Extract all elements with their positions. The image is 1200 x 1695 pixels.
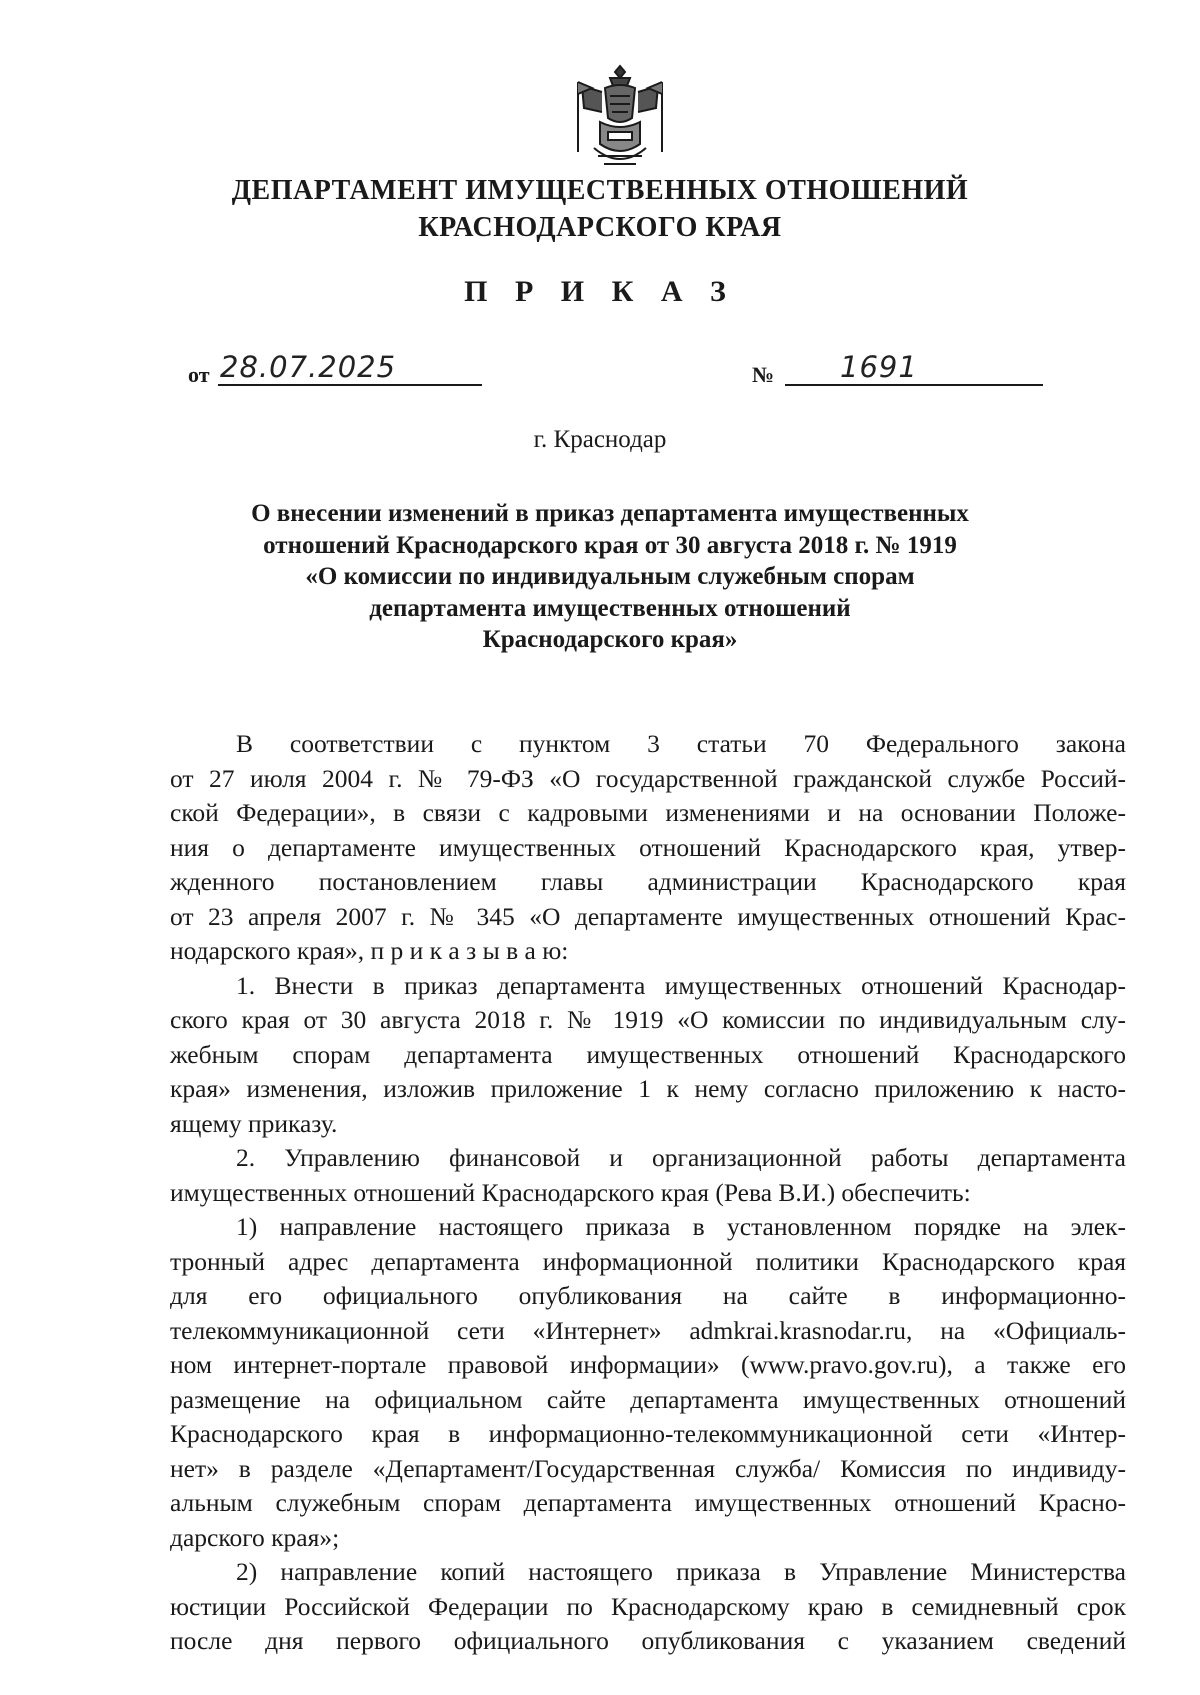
body-line: ской Федерации», в связи с кадровыми изменениями и на основании Положе-: [170, 798, 1126, 827]
number-underline: [785, 384, 1043, 386]
body-line: от 23 апреля 2007 г. № 345 «О департаменте имущественных отношений Крас-: [170, 901, 1126, 931]
body-line: альным служебным спорам департамента имущественных отношений Красно-: [170, 1488, 1126, 1517]
date-label: от: [188, 362, 210, 387]
title-line: Краснодарского края»: [482, 626, 738, 653]
body-line: края» изменения, изложив приложение 1 к нему согласно приложению к насто-: [170, 1074, 1126, 1103]
body-line: 2) направление копий настоящего приказа в Управление Министерства: [236, 1557, 1126, 1586]
body-line: ского края от 30 августа 2018 г. № 1919 «О комиссии по индивидуальным слу-: [170, 1005, 1126, 1034]
body-line: имущественных отношений Краснодарского края (Рева В.И.) обеспечить:: [170, 1177, 971, 1207]
body-line: после дня первого официального опубликования с указанием сведений: [170, 1626, 1126, 1655]
body-line: 1) направление настоящего приказа в установленном порядке на элек-: [236, 1212, 1126, 1241]
body-line: телекоммуникационной сети «Интернет» admkrai.krasnodar.ru, на «Официаль-: [170, 1315, 1126, 1345]
organization-name-line-2: КРАСНОДАРСКОГО КРАЯ: [418, 212, 782, 243]
body-line: нодарского края», п р и к а з ы в а ю:: [170, 936, 569, 965]
number-value: 1691: [840, 350, 918, 384]
krasnodar-coat-of-arms-icon: [570, 62, 670, 174]
order-title: [170, 498, 1050, 656]
body-line: В соответствии с пунктом 3 статьи 70 Федерального закона: [236, 729, 1126, 758]
title-line: «О комиссии по индивидуальным служебным спорам: [305, 563, 915, 590]
title-line: департамента имущественных отношений: [369, 594, 851, 622]
date-underline: [218, 384, 482, 386]
title-line: О внесении изменений в приказ департамента имущественных: [251, 500, 969, 527]
body-line: нет» в разделе «Департамент/Государственная служба/ Комиссия по индивиду-: [170, 1453, 1126, 1483]
body-line: размещение на официальном сайте департамента имущественных отношений: [170, 1384, 1126, 1414]
document-type-heading: П Р И К А З: [464, 275, 736, 308]
body-line: ящему приказу.: [170, 1108, 338, 1138]
body-line: ния о департаменте имущественных отношений Краснодарского края, утвер-: [170, 832, 1126, 862]
body-line: 2. Управлению финансовой и организационной работы департамента: [236, 1143, 1126, 1172]
body-line: тронный адрес департамента информационной политики Краснодарского края: [170, 1246, 1126, 1276]
body-line: дарского края»;: [170, 1522, 340, 1552]
organization-name-line-1: ДЕПАРТАМЕНТ ИМУЩЕСТВЕННЫХ ОТНОШЕНИЙ: [231, 175, 969, 206]
body-line: 1. Внести в приказ департамента имущественных отношений Краснодар-: [236, 970, 1126, 1000]
body-line: жденного постановлением главы администрации Краснодарского края: [170, 867, 1126, 896]
city-line: г. Краснодар: [533, 426, 667, 453]
body-line: Краснодарского края в информационно-телекоммуникационной сети «Интер-: [170, 1419, 1126, 1448]
body-line: для его официального опубликования на сайте в информационно-: [170, 1281, 1126, 1310]
body-line: от 27 июля 2004 г. № 79-ФЗ «О государственной гражданской службе Россий-: [170, 763, 1126, 793]
body-line: юстиции Российской Федерации по Краснодарскому краю в семидневный срок: [170, 1591, 1126, 1621]
title-line: отношений Краснодарского края от 30 августа 2018 г. № 1919: [263, 531, 957, 559]
number-label: №: [752, 362, 775, 387]
body-line: жебным спорам департамента имущественных отношений Краснодарского: [170, 1039, 1126, 1069]
order-body: [170, 727, 1126, 1659]
body-line: ном интернет-портале правовой информации» (www.pravo.gov.ru), а также его: [170, 1350, 1126, 1379]
date-value: 28.07.2025: [220, 350, 397, 384]
